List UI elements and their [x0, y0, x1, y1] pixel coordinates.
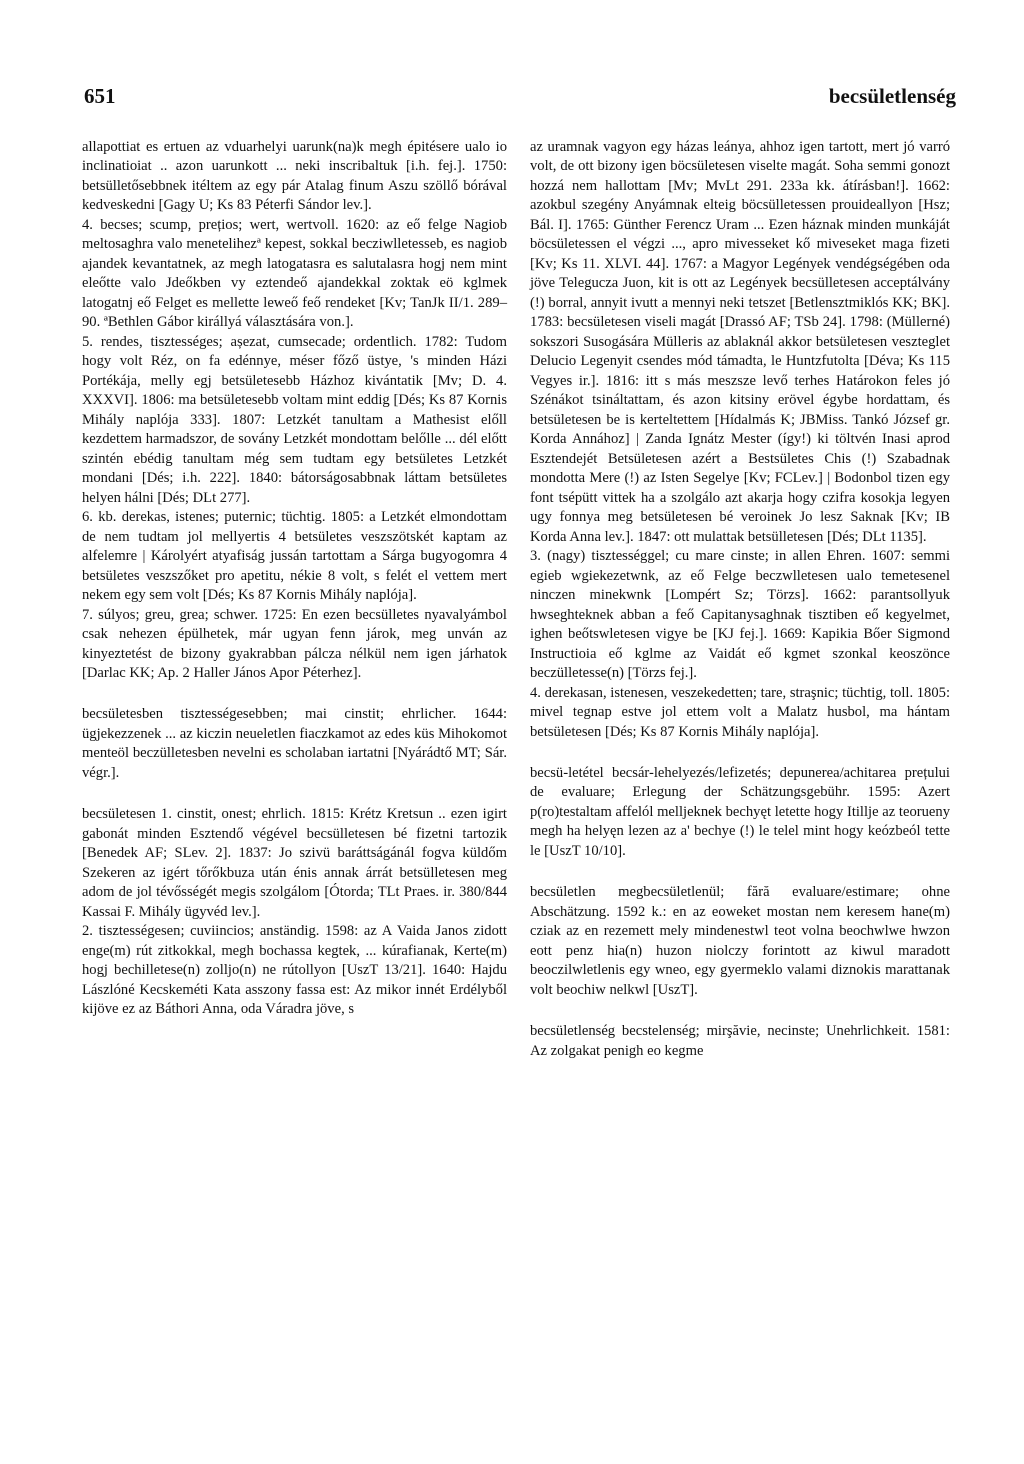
entry-paragraph: 5. rendes, tisztességes; așezat, cumsecade; ordentlich. 1782: Tudom hogy volt Réz, on fa edénnye, méser főző üstye, 's minden Házi Portékája, melly egj betsületesebb Házhoz kivántatik [Mv; D. 4. XXXVI]. 1806: ma betsületesebb voltam mint eddig [Dés; Ks 87 Kornis Mihály naplója 333]. 1807: Letzkét tanultam a Mathesist előll kezdettem harmadszor, de sovány Letzkét mondottam belőlle ... dél előtt szintén ebédig tanultam még sem tudtam egy betsületes Letzkét mondani [Dés; i.h. 222]. 1840: bátorságosabbnak láttam betsületes helyen hálni [Dés; DLt 277].	[82, 333, 507, 506]
entry-paragraph: 4. derekasan, istenesen, veszekedetten; tare, straşnic; tüchtig, toll. 1805: mivel tegnap estve jol ettem volt a Malatz husbol, ma hántam betsületesen [Dés; Ks 87 Kornis Mihály naplója].	[530, 684, 950, 740]
left-column	[82, 138, 507, 1020]
entry-paragraph: 6. kb. derekas, istenes; puternic; tüchtig. 1805: a Letzkét elmondottam de nem tudtam jol mellyertis 4 betsületes veszszötskét kaptam az alfelemre | Károlyért atyafiság jussán tartottam a Sárga bugyogomra 4 betsületes veszszőket pro apetitu, nékie 8 volt, s felét el vettem mert nekem egy sem volt [Dés; Ks 87 Kornis Mihály naplója].	[82, 509, 507, 604]
entry-paragraph: allapottiat es ertuen az vduarhelyi uarunk(na)k megh épitésere ualo io inclinatioiat .. azon uarunkott ... neki inscribaltuk [i.h. fej.]. 1750: betsülletősebbnek itéltem az egy pár Atalag finum Aszu szöllő bórával kedveskedni [Gagy U; Ks 83 Péterfi Sándor lev.].	[82, 139, 507, 214]
headword-entry: becsületlenség becstelenség; mirşăvie, necinste; Unehrlichkeit. 1581: Az zolgakat penigh eo kegme	[530, 1023, 950, 1059]
right-column	[530, 138, 950, 1061]
entry-paragraph: 3. (nagy) tisztességgel; cu mare cinste; in allen Ehren. 1607: semmi egieb wgiekezetwnk, az eő Felge beczwlletesen ualo temetesenel ninczen minekwnk [Lompért Sz; Törzs]. 1662: parantsollyuk hwseghteknek abban a feő Capitanysaghnak tisztiben eő kegyelmet, ighen beőtswletesen vigye be [KJ fej.]. 1669: Kapikia Bőer Sigmond Instructioia eő kglme az Vaidát eő kgmet szonkal keoszönce beczülletesse(n) [Törzs fej.].	[530, 548, 950, 682]
headword-entry: becsületlen megbecsületlenül; fără evaluare/estimare; ohne Abschätzung. 1592 k.: en az eoweket mostan nem keresem hane(m) cziak az en rezemett mely mindenestwl teot volna beochwlwe hwzon eott penz hia(n) huzon niolczy forintott az kiwul maradott beoczilwletlenis egy wneo, egy gyermeklo valami diznokis marattanak volt beochiw nelkwl [UszT].	[530, 884, 950, 998]
headword-entry: becsületesben tisztességesebben; mai cinstit; ehrlicher. 1644: ügjekezzenek ... az kiczin neueletlen fiaczkamot az edes küs Mihokomot menteöl beczülletesben nevelni es scholaban iartatni [Nyárádtő MT; Sár. végr.].	[82, 706, 507, 781]
headword-entry: becsületesen 1. cinstit, onest; ehrlich. 1815: Krétz Kretsun .. ezen igirt gabonát minden Esztendő végével becsülletesen bé fizetni tartozik [Benedek AF; SLev. 2]. 1837: Jo szivü baráttságánál fogva küldőm Szekeren az igért tőrőkbuza után énis annak árrát betsülletesen meg adom de jol tévősségét megis szolgálom [Ótorda; TLt Praes. ir. 380/844 Kassai F. Mihály ügyvéd lev.].	[82, 806, 507, 920]
page-number: 651	[84, 84, 116, 108]
headword-entry: becsü-letétel becsár-lehelyezés/lefizetés; depunerea/achitarea prețului de evaluare; Erlegung der Schätzungsgebühr. 1595: Azert p(ro)testaltam affelól melljeknek bechyęt letette hogy Itillje az teorueny megh ha helyęn lezen az a' bechye (!) le telel mint hogy keózbeól tette le [UszT 10/10].	[530, 764, 950, 859]
entry-paragraph: az uramnak vagyon egy házas leánya, ahhoz igen tartott, mert jó varró volt, de ott bizony igen böcsületesen viselte magát. Soha semmi gonozt hozzá nem hallottam [Mv; MvLt 291. 233a kk. átírásban!]. 1662: azokbul szegény Anyámnak elteig böcsülletessen prouideallyon [Hsz; Bál. I]. 1765: Günther Ferencz Uram ... Ezen háznak minden munkáját böcsületessen el végzi ..., apro mivesseket kő miveseket maga fizeti [Kv; Ks 11. XLVI. 44]. 1767: a Magyor Legények vendégségében oda jöve Telegucza Juon, kit is ott az Legények becsülletesen acceptálvány (!) borral, annyit ivutt a mennyi neki tetszet [Betlensztmiklós KK; BK]. 1783: becsületesen viseli magát [Drassó AF; TSb 24]. 1798: (Müllerné) sokszori Susogására Mülleris az ablaknál akkor betsületesen veszteglet Delucio Legenyit csendes mód támadta, le Huntzfutolta [Déva; Ks 115 Vegyes ir.]. 1816: itt s más meszsze levő terhes Határokon feles jó Szénákot tsináltattam, és azon kitsiny erövel égybe hordattam, és betsületesen be is kerteltettem [Hídalmás K; JBMiss. Tankó József gr. Korda Annához] | Zanda Ignátz Mester (így!) ki töltvén Inasi aprod Esztendejét Betsületesen azért a Bestsületes Chis (!) Szabadnak mondotta Mere (!) az Isten Segelye [Kv; FCLev.] | Bodonbol tizen egy font tsépütt vittek ha a szolgálo azt akarja hogy czifra kosokja legyen ugy fonnya meg betsületesen bé veroinek Jo lesz Saknak [Kv; IB Korda Anna lev.]. 1847: ott mulattak betsülletesen [Dés; DLt 1135].	[530, 139, 950, 545]
entry-paragraph: 4. becses; scump, prețios; wert, wertvoll. 1620: az eő felge Nagiob meltosaghra valo menetelihezª kepest, sokkal becziwlletesseb, es nagiob ajandek kevantatnek, az megh latogatasra es salutalasra hogj nem mint eleőtte valo Jdeőkben vy eztendeő ajandekkal zoktak eö kglmek latogatnj eő Felget es mellette leweő feő rendeket [Kv; TanJk II/1. 289–90. ªBethlen Gábor királlyá választására von.].	[82, 216, 507, 331]
entry-paragraph: 7. súlyos; greu, grea; schwer. 1725: En ezen becsülletes nyavalyámbol csak nehezen épülhetek, már ugyan fenn járok, meg unván az kinyeztetést de bizony gyakrabban pálcza nélkül nem igen járhatok [Darlac KK; Ap. 2 Haller János Apor Péterhez].	[82, 606, 507, 682]
entry-paragraph: 2. tisztességesen; cuviincios; anständig. 1598: az A Vaida Janos zidott enge(m) rút zitkokkal, megh bochassa kegtek, ... kúrafianak, Kerte(m) hogj bechilletese(n) zolljo(n) ne rútollyon [UszT 13/21]. 1640: Hajdu Lászlóné Kecskeméti Kata asszony fassa est: Az mikor innét Erdélyből kijöve ez az Báthori Anna, oda Váradra jöve, s	[82, 923, 507, 1018]
running-head: becsületlenség	[828, 84, 956, 108]
